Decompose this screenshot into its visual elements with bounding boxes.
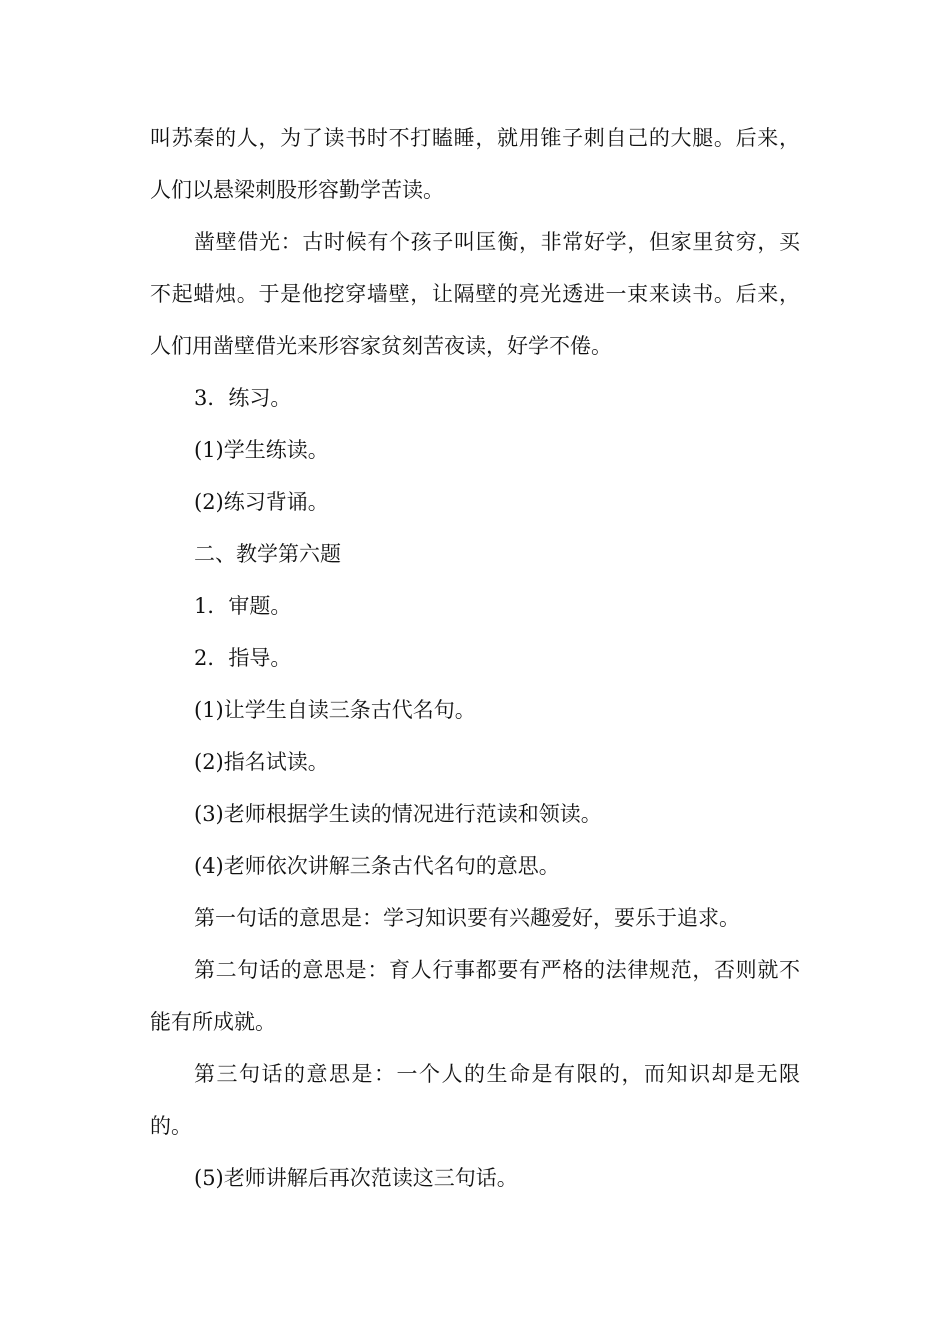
heading-practice: 3．练习。 [194, 386, 292, 410]
list-item-recitation: (2)练习背诵。 [194, 490, 329, 514]
list-item-named-reading: (2)指名试读。 [194, 750, 329, 774]
list-item-self-reading: (1)让学生自读三条古代名句。 [194, 698, 476, 722]
list-item-repeat-reading: (5)老师讲解后再次范读这三句话。 [194, 1166, 518, 1190]
section-heading-question-six: 二、教学第六题 [194, 542, 341, 566]
paragraph-first-sentence-meaning: 第一句话的意思是：学习知识要有兴趣爱好，要乐于追求。 [194, 906, 740, 930]
paragraph-suqin-story: 叫苏秦的人，为了读书时不打瞌睡，就用锥子刺自己的大腿。后来，人们以悬梁刺股形容勤学苦读。 [150, 126, 800, 202]
document-body [150, 112, 800, 1204]
paragraph-second-sentence-meaning: 第二句话的意思是：育人行事都要有严格的法律规范，否则就不能有所成就。 [150, 958, 800, 1034]
paragraph-zaobi-jieguang: 凿壁借光：古时候有个孩子叫匡衡，非常好学，但家里贫穷，买不起蜡烛。于是他挖穿墙壁，让隔壁的亮光透进一束来读书。后来，人们用凿壁借光来形容家贫刻苦夜读，好学不倦。 [150, 230, 800, 358]
list-item-explanation: (4)老师依次讲解三条古代名句的意思。 [194, 854, 560, 878]
list-item-model-reading: (3)老师根据学生读的情况进行范读和领读。 [194, 802, 602, 826]
list-item-student-reading: (1)学生练读。 [194, 438, 329, 462]
heading-guidance: 2．指导。 [194, 646, 292, 670]
heading-review-question: 1．审题。 [194, 594, 292, 618]
paragraph-third-sentence-meaning: 第三句话的意思是：一个人的生命是有限的，而知识却是无限的。 [150, 1062, 800, 1138]
